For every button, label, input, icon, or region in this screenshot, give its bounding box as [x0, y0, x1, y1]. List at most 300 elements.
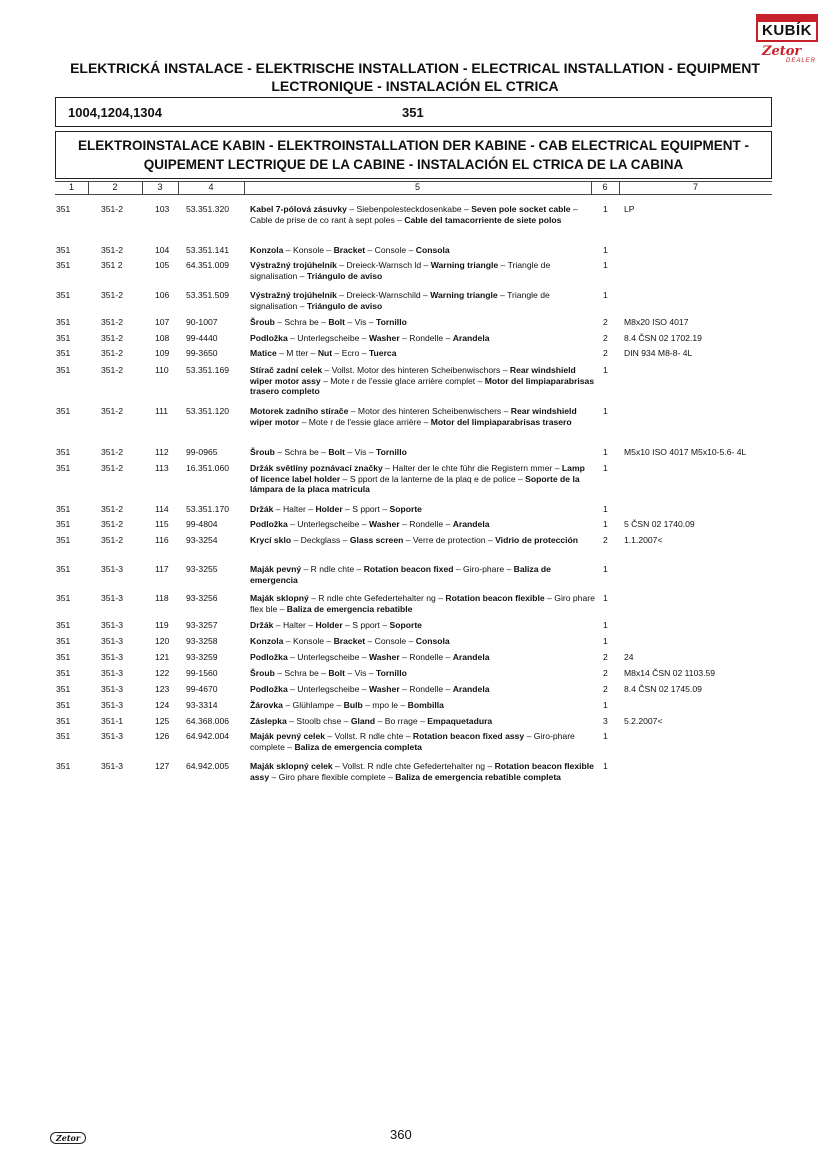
description-term: Rotation beacon flexible assy	[250, 761, 594, 782]
description-term: Rear windshield wiper motor assy	[250, 365, 576, 386]
cell-col1: 351	[56, 365, 71, 375]
cell-col4: 93-3255	[186, 564, 218, 574]
description-term: Tornillo	[375, 317, 407, 327]
description-text: – Siebenpolesteckdosenkabe –	[346, 204, 472, 214]
cell-description	[250, 365, 595, 397]
cell-col3: 114	[155, 504, 169, 514]
cell-col6: 1	[603, 731, 608, 741]
cell-col6: 1	[603, 245, 608, 255]
cell-col4: 99-3650	[186, 348, 218, 358]
cell-col6: 1	[603, 593, 608, 603]
cell-col4: 93-3259	[186, 652, 218, 662]
cell-col3: 121	[155, 652, 170, 662]
cell-col1: 351	[56, 204, 71, 214]
description-term: Podložka	[250, 333, 288, 343]
description-term: Holder	[315, 504, 343, 514]
page-title-line1: ELEKTRICKÁ INSTALACE - ELEKTRISCHE INSTALLATION - ELECTRICAL INSTALLATION - EQUIPMENT	[70, 60, 760, 76]
cell-col7: M8x20 ISO 4017	[624, 317, 689, 327]
description-text: – M tter –	[276, 348, 318, 358]
cell-col3: 126	[155, 731, 170, 741]
description-term: Podložka	[250, 519, 288, 529]
description-term: Motor del limpiaparabrisas trasero completo	[250, 375, 595, 396]
cell-col6: 2	[603, 333, 608, 343]
description-term: Konzola	[250, 245, 284, 255]
page-title-line2: LECTRONIQUE - INSTALACIÓN EL CTRICA	[271, 78, 559, 94]
cell-col6: 1	[603, 260, 608, 270]
cell-col6: 2	[603, 684, 608, 694]
description-term: Consola	[415, 245, 450, 255]
description-text: – Vis –	[345, 447, 376, 457]
description-term: Bombilla	[407, 700, 444, 710]
cell-col2: 351-2	[101, 317, 123, 327]
description-text: – Rondelle –	[399, 652, 453, 662]
description-term: Arandela	[452, 652, 490, 662]
cell-col2: 351 2	[101, 260, 123, 270]
description-term: Glass screen	[349, 535, 404, 545]
cell-col6: 1	[603, 406, 608, 416]
cell-col2: 351-3	[101, 620, 123, 630]
description-text: – Unterlegscheibe –	[287, 333, 369, 343]
cell-col1: 351	[56, 245, 71, 255]
description-term: Cable del tamacorriente de siete polos	[404, 214, 562, 225]
cell-description	[250, 716, 595, 727]
cell-col6: 1	[603, 519, 608, 529]
description-term: Baliza de emergencia rebatible completa	[395, 771, 561, 782]
cell-description	[250, 761, 595, 782]
description-term: Arandela	[452, 519, 490, 529]
cell-col6: 1	[603, 204, 608, 214]
cell-col3: 105	[155, 260, 170, 270]
cell-col6: 1	[603, 564, 608, 574]
description-term: Lamp of licence label holder	[250, 463, 585, 484]
cell-col2: 351-3	[101, 652, 123, 662]
description-term: Bolt	[328, 447, 346, 457]
cell-col4: 16.351.060	[186, 463, 230, 473]
logo-dealer: DEALER	[786, 58, 817, 64]
cell-col3: 124	[155, 700, 170, 710]
cell-col3: 127	[155, 761, 170, 771]
cell-description	[250, 333, 595, 344]
description-term: Washer	[368, 652, 400, 662]
cell-col2: 351-2	[101, 365, 123, 375]
cell-col4: 93-3258	[186, 636, 218, 646]
cell-description	[250, 260, 595, 281]
description-term: Žárovka	[250, 700, 283, 710]
description-term: Konzola	[250, 636, 284, 646]
description-term: Gland	[350, 716, 376, 726]
cell-col1: 351	[56, 535, 71, 545]
footer-zetor-logo: Zetor	[50, 1132, 86, 1144]
description-term: Šroub	[250, 447, 275, 457]
description-term: Bracket	[333, 245, 366, 255]
description-term: Consola	[415, 636, 450, 646]
cell-col4: 64.368.006	[186, 716, 230, 726]
description-term: Washer	[368, 519, 400, 529]
cell-col3: 104	[155, 245, 170, 255]
description-term: Šroub	[250, 317, 275, 327]
cell-col4: 93-3254	[186, 535, 218, 545]
cell-description	[250, 290, 595, 311]
cell-col4: 93-3257	[186, 620, 218, 630]
cell-col1: 351	[56, 716, 71, 726]
description-term: Bolt	[328, 668, 346, 678]
page-number: 360	[390, 1127, 412, 1142]
description-term: Rear windshield wiper motor	[250, 406, 577, 427]
description-term: Washer	[368, 684, 400, 694]
description-text: – Halter –	[273, 620, 316, 630]
description-term: Rotation beacon flexible	[445, 593, 545, 603]
description-text: – Konsole –	[283, 245, 334, 255]
cell-col4: 53.351.141	[186, 245, 230, 255]
cell-col3: 117	[155, 564, 169, 574]
description-term: Warning triangle	[430, 290, 498, 300]
description-text: – Verre de protection –	[403, 535, 496, 545]
cell-col1: 351	[56, 406, 71, 416]
description-text: – Schra be –	[274, 447, 329, 457]
cell-col4: 64.942.004	[186, 731, 230, 741]
cell-description	[250, 564, 595, 585]
description-term: Soporte	[389, 504, 422, 514]
description-term: Podložka	[250, 684, 288, 694]
cell-col2: 351-3	[101, 731, 123, 741]
description-text: – S pport –	[342, 620, 390, 630]
cell-col6: 1	[603, 636, 608, 646]
description-text: – Schra be –	[274, 668, 329, 678]
cell-col3: 113	[155, 463, 169, 473]
description-term: Empaquetadura	[427, 716, 493, 726]
cell-col7: 5 ČSN 02 1740.09	[624, 519, 695, 529]
cell-col4: 99-4804	[186, 519, 218, 529]
cell-col7: 8.4 ČSN 02 1702.19	[624, 333, 702, 343]
description-term: Držák	[250, 504, 274, 514]
description-term: Maják pevný celek	[250, 731, 326, 741]
cell-col3: 120	[155, 636, 170, 646]
cell-col4: 90-1007	[186, 317, 218, 327]
description-text: – Dreieck-Warnsch ld –	[336, 260, 431, 270]
cell-col4: 93-3314	[186, 700, 218, 710]
cell-col6: 1	[603, 447, 608, 457]
cell-col7: 8.4 ČSN 02 1745.09	[624, 684, 702, 694]
description-term: Soporte	[389, 620, 422, 630]
description-term: Seven pole socket cable	[471, 204, 571, 214]
description-term: Bracket	[333, 636, 366, 646]
description-term: Krycí sklo	[250, 535, 292, 545]
cell-col6: 1	[603, 620, 608, 630]
description-term: Baliza de emergencia	[250, 564, 551, 585]
description-term: Rotation beacon fixed assy	[412, 731, 525, 741]
cell-col2: 351-2	[101, 504, 123, 514]
column-header-6: 6	[602, 182, 608, 192]
cell-col6: 1	[603, 290, 608, 300]
cell-description	[250, 245, 595, 256]
cell-description	[250, 593, 595, 614]
description-text: – Cable de prise de co rant à sept poles –	[250, 204, 578, 225]
group-number: 351	[402, 105, 424, 120]
cell-col4: 53.351.320	[186, 204, 230, 214]
cell-col4: 64.942.005	[186, 761, 230, 771]
description-term: Baliza de emergencia completa	[294, 741, 422, 752]
cell-col2: 351-3	[101, 668, 123, 678]
description-text: – Rondelle –	[399, 684, 453, 694]
cell-col1: 351	[56, 593, 71, 603]
cell-col2: 351-2	[101, 519, 123, 529]
cell-col2: 351-3	[101, 636, 123, 646]
logo-brand: KUBÍK	[762, 22, 812, 39]
cell-col2: 351-2	[101, 333, 123, 343]
cell-col3: 123	[155, 684, 170, 694]
cell-description	[250, 519, 595, 530]
description-term: Šroub	[250, 668, 275, 678]
cell-col4: 64.351.009	[186, 260, 230, 270]
column-header-4: 4	[208, 182, 214, 192]
cell-col3: 111	[155, 406, 169, 416]
cell-description	[250, 504, 595, 515]
cell-col7: M5x10 ISO 4017 M5x10-5.6- 4L	[624, 447, 747, 457]
cell-col4: 93-3256	[186, 593, 218, 603]
cell-col7: 1.1.2007<	[624, 535, 663, 545]
description-term: Warning triangle	[430, 260, 499, 270]
description-text: – Mote r de l'essie glace arrière complet –	[320, 375, 485, 386]
description-term: Výstražný trojúhelník	[250, 290, 337, 300]
cell-col2: 351-3	[101, 564, 123, 574]
cell-col1: 351	[56, 668, 71, 678]
description-text: – Motor des hinteren Scheibenwischers –	[348, 406, 511, 416]
cell-col6: 2	[603, 668, 608, 678]
cell-col6: 1	[603, 700, 608, 710]
cell-col4: 53.351.509	[186, 290, 230, 300]
description-text: – Glühlampe –	[282, 700, 344, 710]
description-term: Baliza de emergencia rebatible	[286, 603, 413, 614]
cell-col2: 351-2	[101, 290, 123, 300]
description-text: – Giro-phare –	[453, 564, 514, 574]
cell-col2: 351-3	[101, 700, 123, 710]
cell-col1: 351	[56, 731, 71, 741]
description-text: – Console –	[365, 245, 416, 255]
cell-description	[250, 463, 595, 495]
cell-col1: 351	[56, 504, 71, 514]
cell-col6: 2	[603, 535, 608, 545]
cell-col1: 351	[56, 684, 71, 694]
cell-col2: 351-2	[101, 406, 123, 416]
description-text: – Unterlegscheibe –	[287, 652, 369, 662]
description-term: Rotation beacon fixed	[363, 564, 454, 574]
description-text: – Dreieck-Warnschild –	[336, 290, 431, 300]
cell-col1: 351	[56, 333, 71, 343]
cell-col1: 351	[56, 652, 71, 662]
cell-description	[250, 406, 595, 427]
description-term: Maják sklopný	[250, 593, 309, 603]
cell-col6: 3	[603, 716, 608, 726]
cell-description	[250, 731, 595, 752]
description-text: – Giro phare flexible complete –	[269, 771, 396, 782]
cell-col2: 351-2	[101, 245, 123, 255]
cell-col2: 351-2	[101, 348, 123, 358]
cell-col3: 110	[155, 365, 169, 375]
description-term: Držák	[250, 620, 274, 630]
description-term: Soporte de la lámpara de la placa matricula	[250, 473, 580, 494]
cell-col3: 112	[155, 447, 169, 457]
cell-description	[250, 668, 595, 679]
cell-col2: 351-1	[101, 716, 123, 726]
description-term: Arandela	[452, 333, 490, 343]
description-term: Vidrio de protección	[495, 535, 579, 545]
cell-col1: 351	[56, 290, 71, 300]
column-header-1: 1	[68, 182, 74, 192]
description-text: – Console –	[365, 636, 416, 646]
description-text: – Vis –	[345, 317, 376, 327]
cell-col3: 118	[155, 593, 169, 603]
cell-col1: 351	[56, 317, 71, 327]
cell-col3: 107	[155, 317, 170, 327]
description-text: – S pport de la lanterne de la plaq e de police –	[340, 473, 526, 484]
cell-col4: 53.351.120	[186, 406, 230, 416]
cell-description	[250, 652, 595, 663]
description-text: – Vollst. Motor des hinteren Scheibenwischors –	[322, 365, 510, 375]
description-text: – Triangle de signalisation –	[250, 290, 550, 311]
cell-col1: 351	[56, 761, 71, 771]
cell-col4: 53.351.169	[186, 365, 230, 375]
column-header-7: 7	[692, 182, 698, 192]
description-term: Nut	[317, 348, 333, 358]
cell-col4: 99-0965	[186, 447, 218, 457]
cell-col3: 119	[155, 620, 169, 630]
description-text: – Konsole –	[283, 636, 334, 646]
cell-col3: 103	[155, 204, 170, 214]
description-term: Motorek zadního stírače	[250, 406, 349, 416]
description-term: Záslepka	[250, 716, 287, 726]
cell-col3: 125	[155, 716, 170, 726]
cell-col7: M8x14 ČSN 02 1103.59	[624, 668, 716, 678]
cell-col6: 1	[603, 504, 608, 514]
description-term: Podložka	[250, 652, 288, 662]
cell-col4: 99-1560	[186, 668, 218, 678]
description-text: – Halter der le chte führ die Registern mmer –	[382, 463, 562, 473]
cell-description	[250, 620, 595, 631]
description-term: Triángulo de aviso	[306, 300, 383, 311]
description-text: – Deckglass –	[291, 535, 350, 545]
description-term: Maják pevný	[250, 564, 302, 574]
description-text: – R ndle chte –	[301, 564, 364, 574]
cell-col3: 116	[155, 535, 169, 545]
column-header-5: 5	[414, 182, 420, 192]
description-term: Tornillo	[375, 447, 407, 457]
model-list: 1004,1204,1304	[68, 105, 162, 120]
logo-sub: Zetor	[762, 44, 802, 59]
description-text: – Rondelle –	[399, 519, 453, 529]
cell-col6: 1	[603, 463, 608, 473]
cell-col6: 2	[603, 317, 608, 327]
cell-col2: 351-3	[101, 684, 123, 694]
cell-col2: 351-3	[101, 593, 123, 603]
cell-col2: 351-2	[101, 447, 123, 457]
description-term: Držák světlíny poznávací značky	[250, 463, 383, 473]
description-term: Matice	[250, 348, 277, 358]
description-text: – Triangle de signalisation –	[250, 260, 551, 281]
description-term: Triángulo de aviso	[306, 270, 383, 281]
cell-col1: 351	[56, 348, 71, 358]
cell-col3: 106	[155, 290, 170, 300]
column-header-2: 2	[112, 182, 118, 192]
description-text: – Bo rrage –	[375, 716, 428, 726]
column-header-3: 3	[157, 182, 163, 192]
cell-col1: 351	[56, 700, 71, 710]
cell-description	[250, 348, 595, 359]
description-text: – Schra be –	[274, 317, 329, 327]
cell-description	[250, 684, 595, 695]
cell-description	[250, 636, 595, 647]
description-text: – Rondelle –	[399, 333, 453, 343]
description-term: Kabel 7-pólová zásuvky	[250, 204, 347, 214]
cell-description	[250, 447, 595, 458]
description-text: – Ecro –	[332, 348, 369, 358]
cell-col2: 351-3	[101, 761, 123, 771]
description-text: – Stoolb chse –	[286, 716, 351, 726]
cell-col1: 351	[56, 636, 71, 646]
description-term: Maják sklopný celek	[250, 761, 333, 771]
description-term: Washer	[368, 333, 400, 343]
section-title-line1: ELEKTROINSTALACE KABIN - ELEKTROINSTALLATION DER KABINE - CAB ELECTRICAL EQUIPMENT -	[78, 138, 749, 153]
description-term: Tuerca	[368, 348, 397, 358]
description-term: Holder	[315, 620, 343, 630]
cell-col7: DIN 934 M8-8- 4L	[624, 348, 693, 358]
cell-col1: 351	[56, 519, 71, 529]
cell-col3: 109	[155, 348, 170, 358]
description-term: Tornillo	[375, 668, 407, 678]
cell-col4: 99-4440	[186, 333, 218, 343]
description-text: – Vollst. R ndle chte –	[325, 731, 413, 741]
description-text: – S pport –	[342, 504, 390, 514]
cell-col4: 99-4670	[186, 684, 218, 694]
cell-col6: 1	[603, 761, 608, 771]
description-term: Stírač zadní celek	[250, 365, 323, 375]
cell-col7: LP	[624, 204, 635, 214]
cell-col2: 351-2	[101, 204, 123, 214]
cell-col6: 2	[603, 652, 608, 662]
description-text: – R ndle chte Gefedertehalter ng –	[308, 593, 446, 603]
cell-col1: 351	[56, 447, 71, 457]
description-term: Arandela	[452, 684, 490, 694]
cell-description	[250, 204, 595, 225]
cell-col3: 115	[155, 519, 169, 529]
description-text: – Giro phare flex ble –	[250, 593, 595, 614]
cell-col3: 108	[155, 333, 170, 343]
description-term: Bulb	[343, 700, 363, 710]
cell-col3: 122	[155, 668, 170, 678]
cell-col1: 351	[56, 564, 71, 574]
description-text: – Mote r de l'essie glace arrière –	[299, 416, 431, 427]
description-term: Bolt	[328, 317, 346, 327]
cell-col7: 5.2.2007<	[624, 716, 663, 726]
description-term: Výstražný trojúhelník	[250, 260, 337, 270]
cell-description	[250, 700, 595, 711]
cell-col4: 53.351.170	[186, 504, 230, 514]
cell-description	[250, 535, 595, 546]
cell-col6: 1	[603, 365, 608, 375]
description-text: – Giro-phare complete –	[250, 731, 575, 752]
cell-col1: 351	[56, 260, 71, 270]
description-text: – mpo le –	[362, 700, 408, 710]
cell-col1: 351	[56, 463, 71, 473]
section-title-line2: QUIPEMENT LECTRIQUE DE LA CABINE - INSTALACIÓN EL CTRICA DE LA CABINA	[143, 157, 684, 172]
cell-col7: 24	[624, 652, 634, 662]
cell-col2: 351-2	[101, 535, 123, 545]
description-text: – Vollst. R ndle chte Gefedertehalter ng –	[332, 761, 495, 771]
description-term: Motor del limpiaparabrisas trasero	[430, 416, 572, 427]
cell-description	[250, 317, 595, 328]
cell-col6: 2	[603, 348, 608, 358]
cell-col1: 351	[56, 620, 71, 630]
cell-col2: 351-2	[101, 463, 123, 473]
